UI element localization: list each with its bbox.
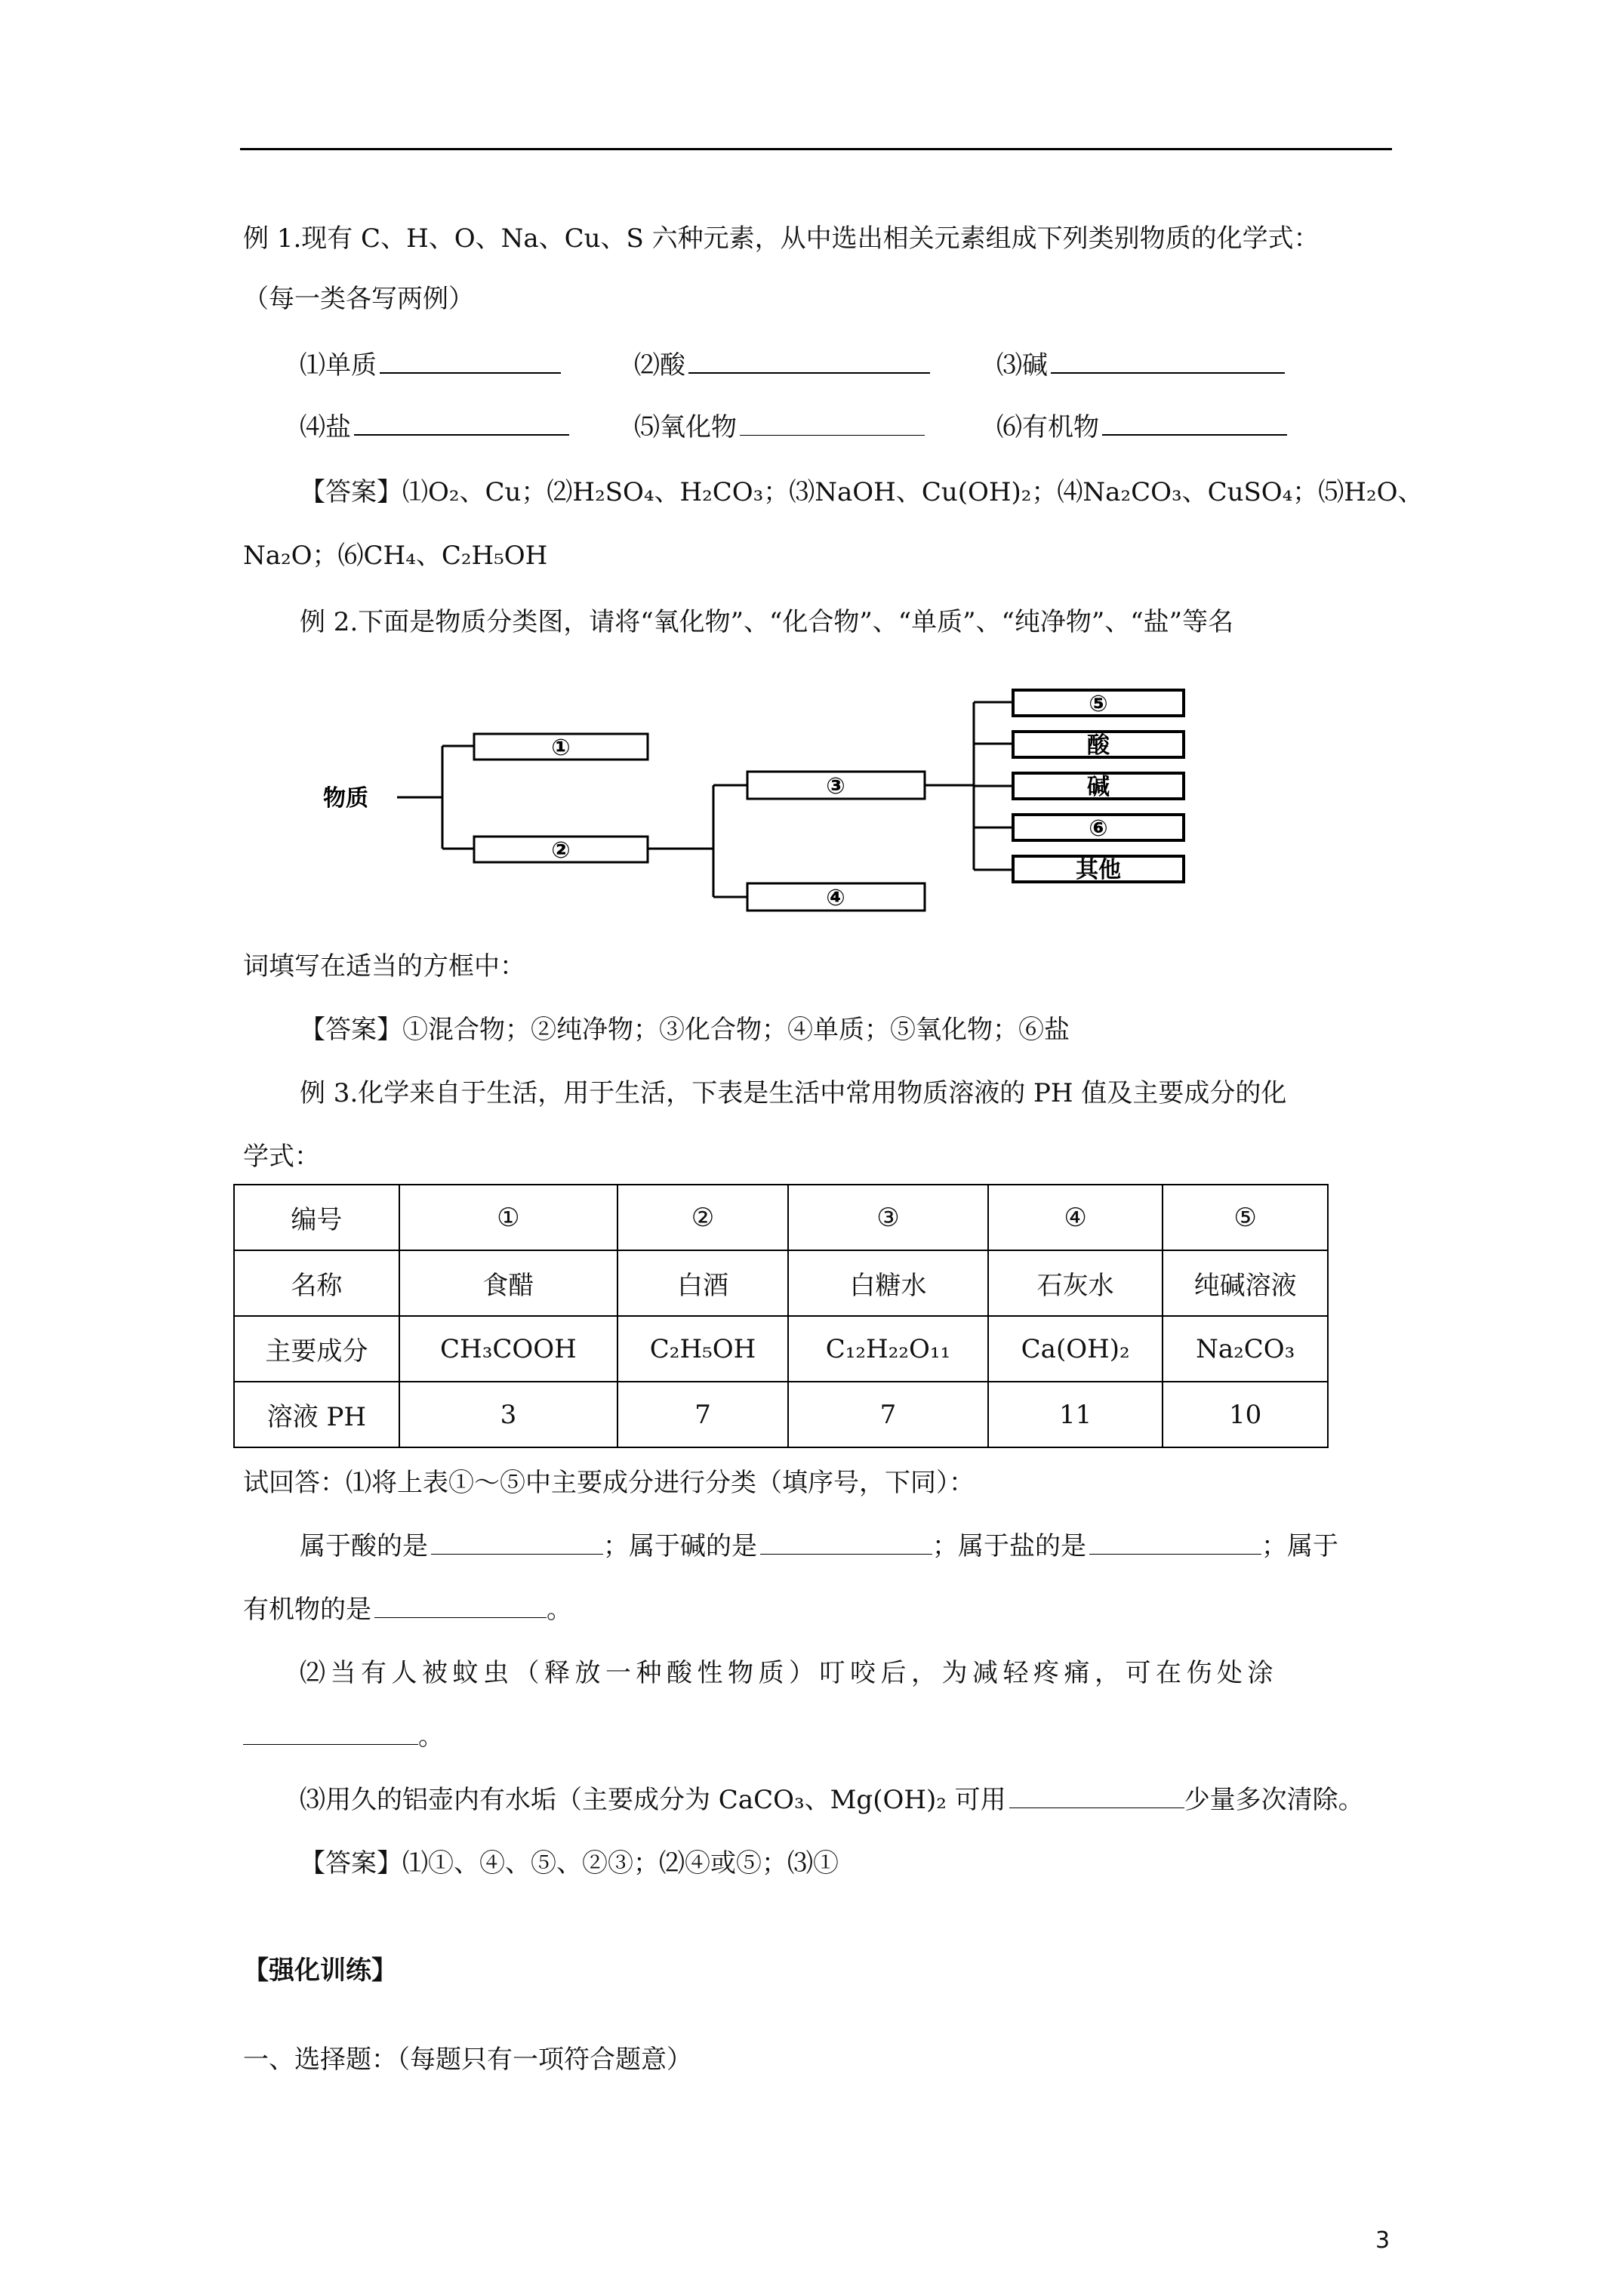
table-cell: 石灰水: [988, 1250, 1163, 1316]
table-cell: ⑤: [1163, 1185, 1328, 1250]
ex1-line1: 例 1.现有 C、H、O、Na、Cu、S 六种元素，从中选出相关元素组成下列类别物质的化学式：: [243, 223, 1320, 254]
q1-organic-label: 有机物的是: [243, 1595, 371, 1625]
q3-blank[interactable]: [1051, 350, 1285, 374]
ex1-q1: [300, 344, 561, 381]
q4-blank[interactable]: [354, 411, 569, 436]
ex3-line2: 学式：: [243, 1142, 320, 1172]
q6-label: ⑹有机物: [996, 412, 1099, 442]
table-row: [234, 1316, 1328, 1382]
q6-blank[interactable]: [1102, 411, 1287, 436]
table-cell: ③: [788, 1185, 988, 1250]
ex1-answer-line2: Na₂O；⑹CH₄、C₂H₅OH: [243, 541, 548, 571]
table-cell: 名称: [234, 1250, 399, 1316]
ex1-q3: [996, 344, 1285, 381]
q3-end: 少量多次清除。: [1184, 1785, 1364, 1815]
sub-box-5-label: 其他: [1076, 857, 1121, 883]
table-row: [234, 1382, 1328, 1447]
answer-label: 【答案】: [300, 477, 402, 507]
salt-blank[interactable]: [1089, 1531, 1261, 1555]
base-blank[interactable]: [760, 1531, 932, 1555]
sub-box-2-label: 酸: [1087, 732, 1110, 759]
q1-salt-label: ；属于盐的是: [932, 1531, 1086, 1561]
q1-label: ⑴单质: [300, 350, 377, 381]
ex3-q1-line: [300, 1525, 1338, 1562]
q2-label: ⑵酸: [634, 350, 685, 381]
table-row: [234, 1185, 1328, 1250]
box-1-label: ①: [551, 735, 571, 761]
root-label: 物质: [323, 785, 368, 812]
box-3-label: ③: [826, 773, 845, 800]
ex2-answer: [300, 1009, 1070, 1046]
ex1-q4: [300, 406, 569, 443]
table-cell: 10: [1163, 1382, 1328, 1447]
ph-table: [233, 1184, 1329, 1448]
page-number: 3: [1375, 2227, 1390, 2254]
q3-label: ⑶碱: [996, 350, 1048, 381]
q1-organic-prefix: ；属于: [1261, 1531, 1338, 1561]
table-cell: 白糖水: [788, 1250, 988, 1316]
answer-label: 【答案】: [300, 1015, 402, 1045]
ex3-answer: [300, 1842, 839, 1879]
ex3-q2-line1: ⑵当有人被蚊虫（释放一种酸性物质）叮咬后，为减轻疼痛，可在伤处涂: [300, 1658, 1278, 1688]
q5-label: ⑸氧化物: [634, 412, 737, 442]
q1-base-label: ；属于碱的是: [603, 1531, 757, 1561]
header-rule: [240, 148, 1392, 150]
table-cell: ①: [399, 1185, 618, 1250]
q1-blank[interactable]: [380, 350, 561, 374]
ex3-q3-line: [300, 1779, 1364, 1816]
table-cell: Na₂CO₃: [1163, 1316, 1328, 1382]
classification-diagram: [294, 680, 1238, 936]
sub-box-1-label: ⑤: [1089, 691, 1108, 717]
box-4-label: ④: [826, 885, 845, 911]
table-row: [234, 1250, 1328, 1316]
answer-text: ⑴①、④、⑤、②③；⑵④或⑤；⑶①: [402, 1848, 839, 1878]
ex2-line2: 词填写在适当的方框中：: [243, 951, 525, 982]
table-cell: 11: [988, 1382, 1163, 1447]
q2-blank[interactable]: [688, 350, 930, 374]
table-cell: C₂H₅OH: [617, 1316, 788, 1382]
sub-box-4-label: ⑥: [1089, 815, 1108, 842]
q5-blank[interactable]: [740, 412, 925, 436]
q3-blank[interactable]: [1009, 1785, 1184, 1808]
table-cell: 纯碱溶液: [1163, 1250, 1328, 1316]
q1-end: 。: [547, 1595, 572, 1625]
table-cell: 食醋: [399, 1250, 618, 1316]
table-cell: 溶液 PH: [234, 1382, 399, 1447]
ex1-line2: （每一类各写两例）: [243, 284, 474, 314]
ex1-q2: [634, 344, 930, 381]
q3-text: ⑶用久的铝壶内有水垢（主要成分为 CaCO₃、Mg(OH)₂ 可用: [300, 1785, 1006, 1815]
answer-text: ①混合物；②纯净物；③化合物；④单质；⑤氧化物；⑥盐: [402, 1015, 1070, 1045]
section-title: 【强化训练】: [243, 1955, 397, 1986]
ex3-q1-line2: [243, 1589, 572, 1626]
organic-blank[interactable]: [374, 1595, 547, 1618]
q2-blank[interactable]: [243, 1721, 418, 1745]
table-cell: 主要成分: [234, 1316, 399, 1382]
q2-end: 。: [418, 1721, 444, 1752]
table-cell: C₁₂H₂₂O₁₁: [788, 1316, 988, 1382]
table-cell: 7: [788, 1382, 988, 1447]
table-cell: 7: [617, 1382, 788, 1447]
table-cell: 编号: [234, 1185, 399, 1250]
ex3-q2-line2: [243, 1715, 444, 1752]
sub-box-3-label: 碱: [1087, 774, 1110, 800]
table-cell: 白酒: [617, 1250, 788, 1316]
q1-acid-label: 属于酸的是: [300, 1531, 428, 1561]
table-cell: CH₃COOH: [399, 1316, 618, 1382]
answer-label: 【答案】: [300, 1848, 402, 1878]
acid-blank[interactable]: [431, 1531, 603, 1555]
answer-text: ⑴O₂、Cu；⑵H₂SO₄、H₂CO₃；⑶NaOH、Cu(OH)₂；⑷Na₂CO₃、CuSO₄；⑸H₂O、: [402, 477, 1424, 507]
ex1-q6: [996, 406, 1287, 443]
table-cell: ②: [617, 1185, 788, 1250]
section-subtitle: 一、选择题：（每题只有一项符合题意）: [243, 2045, 692, 2075]
box-2-label: ②: [551, 837, 571, 864]
table-cell: 3: [399, 1382, 618, 1447]
q4-label: ⑷盐: [300, 412, 351, 442]
ex1-q5: [634, 406, 925, 443]
ex3-line1: 例 3.化学来自于生活，用于生活，下表是生活中常用物质溶液的 PH 值及主要成分的化: [300, 1078, 1287, 1108]
table-cell: ④: [988, 1185, 1163, 1250]
ex3-q1-intro: 试回答：⑴将上表①～⑤中主要成分进行分类（填序号，下同）：: [243, 1468, 975, 1498]
ex2-line1: 例 2.下面是物质分类图，请将“氧化物”、“化合物”、“单质”、“纯净物”、“盐”等名: [300, 607, 1234, 637]
table-cell: Ca(OH)₂: [988, 1316, 1163, 1382]
ex1-answer-line1: [300, 471, 1423, 508]
